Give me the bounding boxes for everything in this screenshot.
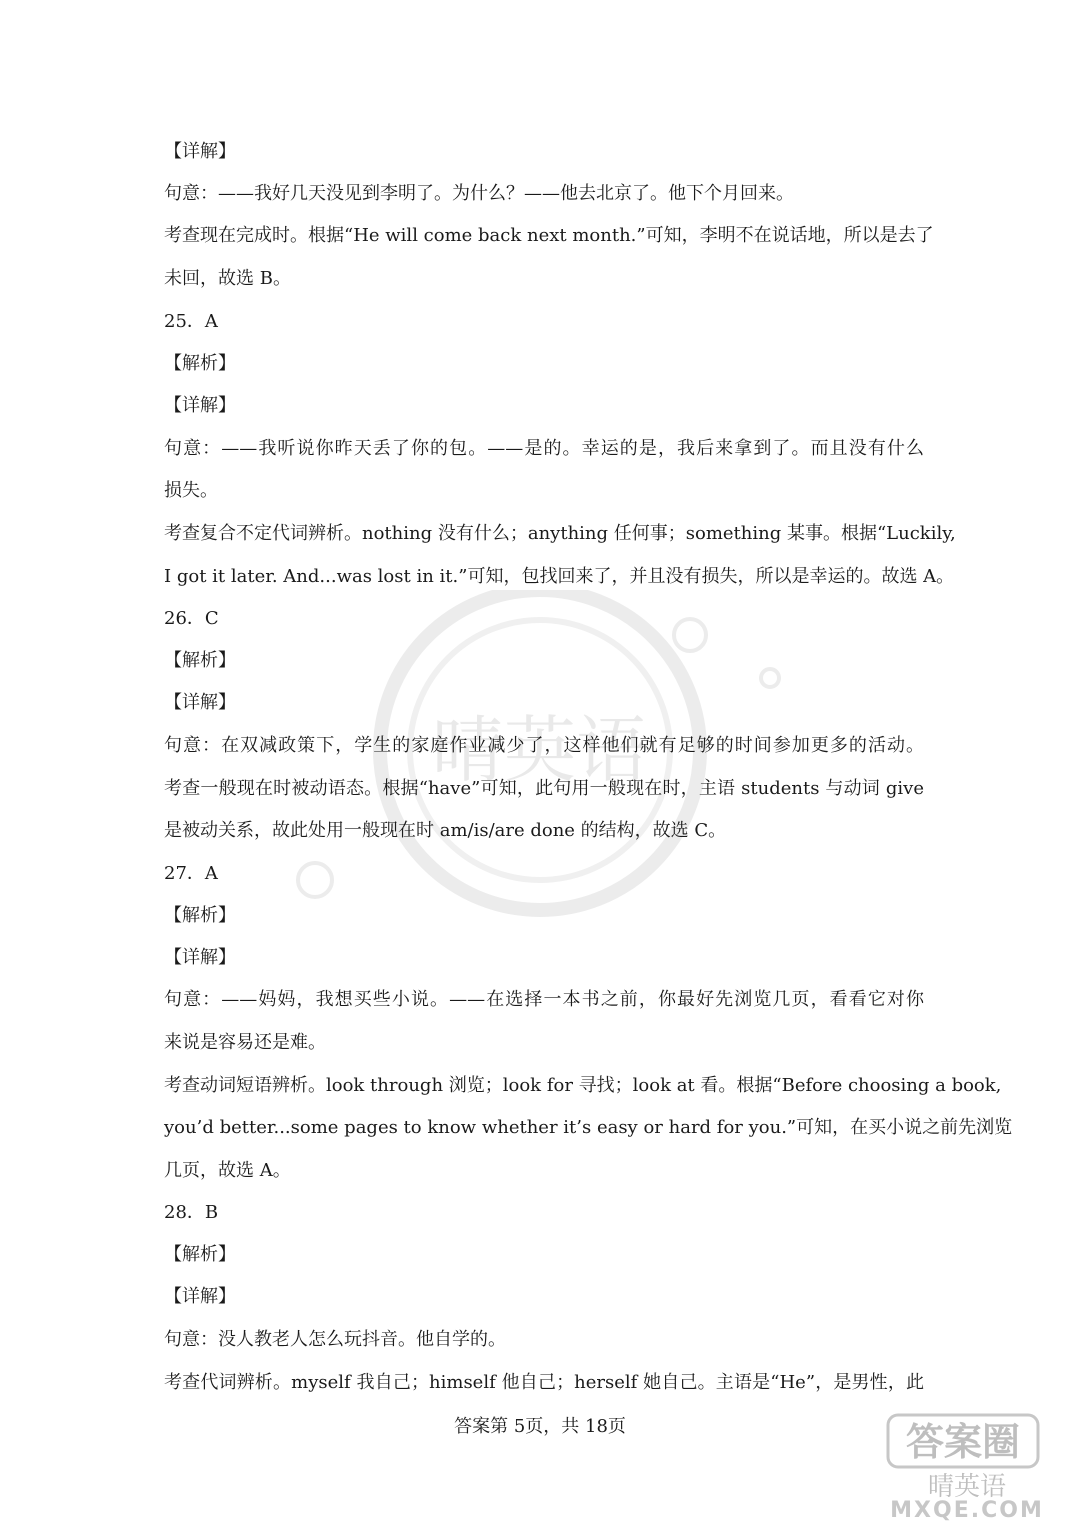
section-label: 【解析】 — [164, 353, 236, 374]
section-label: 【详解】 — [164, 692, 236, 713]
question-number: 26．C — [164, 608, 219, 629]
text-line: 【详解】 — [164, 141, 236, 162]
svg-text:答案圈: 答案圈 — [905, 1420, 1021, 1464]
text-line: 考查代词辨析。myself 我自己；himself 他自己；herself 她自己。主语是“He”，是男性，此 — [164, 1372, 924, 1393]
page-footer: 答案第 5页，共 18页 — [454, 1416, 626, 1437]
svg-text:MXQE.COM: MXQE.COM — [890, 1498, 1044, 1521]
text-line: 几页，故选 A。 — [164, 1160, 291, 1181]
section-label: 【解析】 — [164, 1244, 236, 1265]
text-line: 是被动关系，故此处用一般现在时 am/is/are done 的结构，故选 C。 — [164, 820, 727, 841]
text-line: 考查现在完成时。根据“He will come back next month.”可知，李明不在说话地，所以是去了 — [164, 225, 934, 246]
text-line: 考查动词短语辨析。look through 浏览；look for 寻找；look at 看。根据“Before choosing a book, — [164, 1075, 1002, 1096]
text-line: 损失。 — [164, 480, 218, 501]
question-number: 27．A — [164, 863, 218, 884]
text-line: 句意：——我听说你昨天丢了你的包。——是的。幸运的是，我后来拿到了。而且没有什么 — [164, 438, 924, 459]
watermark-text: 晴英语 — [431, 708, 649, 792]
text-line: 句意：——妈妈，我想买些小说。——在选择一本书之前，你最好先浏览几页，看看它对你 — [164, 989, 924, 1010]
text-line: I got it later. And...was lost in it.”可知，包找回来了，并且没有损失，所以是幸运的。故选 A。 — [164, 566, 955, 587]
section-label: 【详解】 — [164, 395, 236, 416]
section-label: 【解析】 — [164, 905, 236, 926]
corner-logo — [882, 1411, 1052, 1521]
text-line: 句意：在双减政策下，学生的家庭作业减少了，这样他们就有足够的时间参加更多的活动。 — [164, 735, 924, 756]
section-label: 【详解】 — [164, 947, 236, 968]
text-line: 考查复合不定代词辨析。nothing 没有什么；anything 任何事；something 某事。根据“Luckily, — [164, 523, 956, 544]
svg-text:晴英语: 晴英语 — [927, 1472, 1007, 1502]
text-line: 考查一般现在时被动语态。根据“have”可知，此句用一般现在时，主语 students 与动词 give — [164, 778, 924, 799]
text-line: 句意：——我好几天没见到李明了。为什么？——他去北京了。他下个月回来。 — [164, 183, 794, 204]
text-line: 句意：没人教老人怎么玩抖音。他自学的。 — [164, 1329, 506, 1350]
text-line: 未回，故选 B。 — [164, 268, 291, 289]
text-line: you’d better...some pages to know whether it’s easy or hard for you.”可知，在买小说之前先浏览 — [164, 1117, 1013, 1138]
section-label: 【解析】 — [164, 650, 236, 671]
section-label: 【详解】 — [164, 1286, 236, 1307]
text-line: 来说是容易还是难。 — [164, 1032, 326, 1053]
question-number: 25．A — [164, 311, 218, 332]
question-number: 28．B — [164, 1202, 219, 1223]
